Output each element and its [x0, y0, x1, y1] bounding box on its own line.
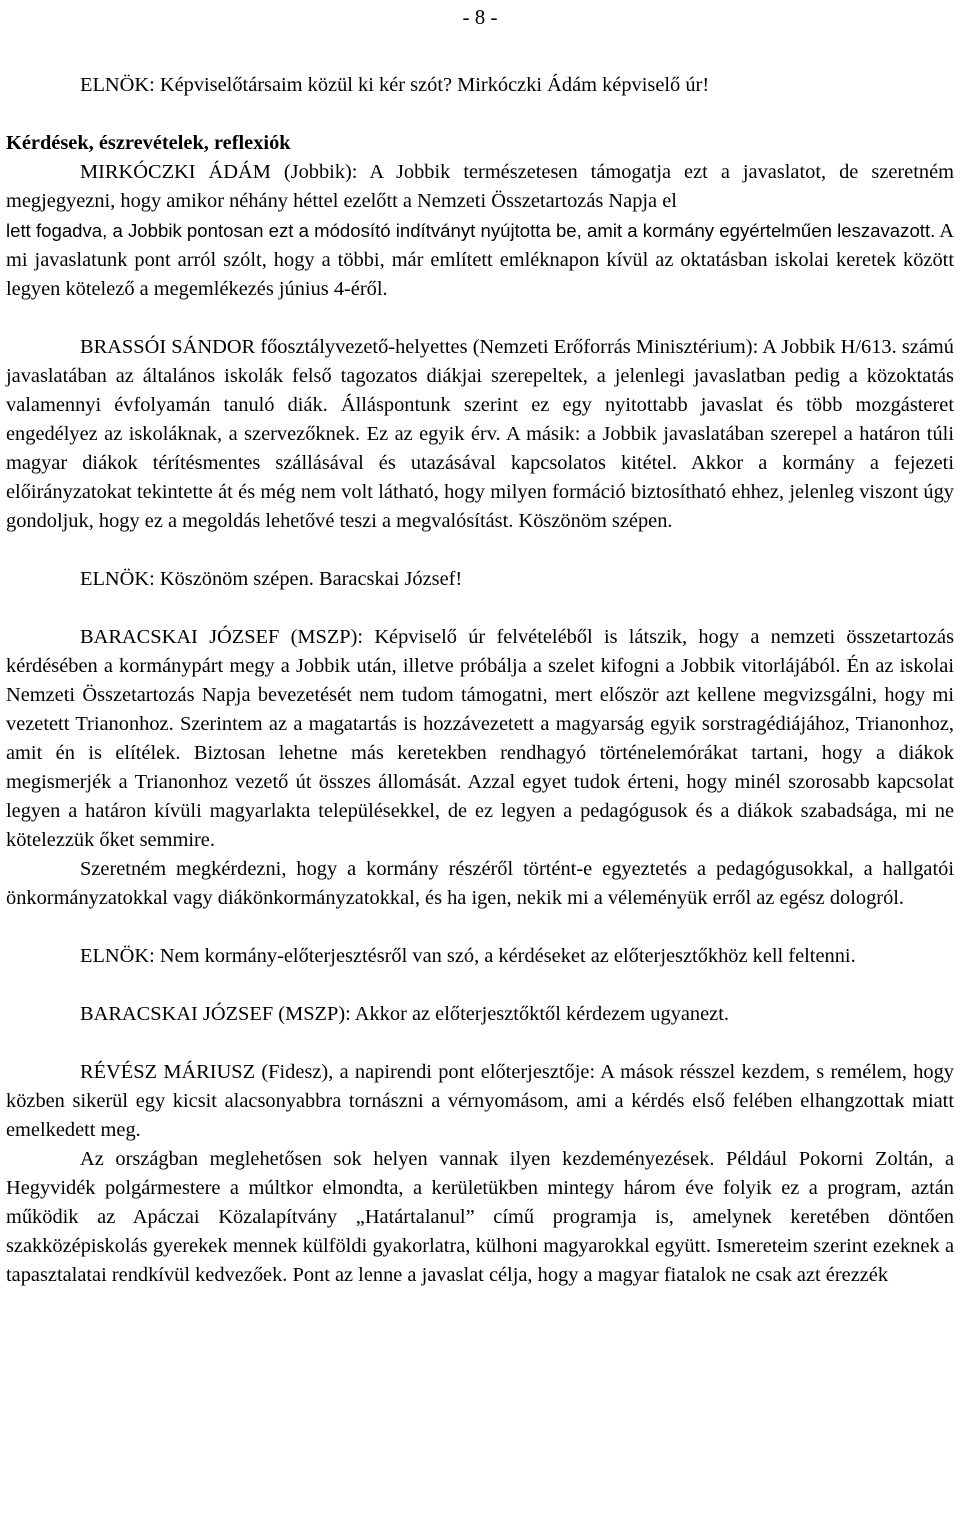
paragraph-sans-run: lett fogadva, a Jobbik pontosan ezt a módosító indítványt nyújtotta be, amit a kormány egyértelműen leszavazott.	[6, 220, 936, 241]
paragraph: Az országban meglehetősen sok helyen vannak ilyen kezdeményezések. Például Pokorni Zoltán, a Hegyvidék polgármestere a múltkor elmondta, a kerületükben mintegy három éve folyik ez a program, aztán működik az Apáczai Közalapítvány „Határtalanul” című programja is, amelynek keretében döntően szakközépiskolás gyerekek mennek külföldi gyakorlatra, külhoni magyarokkal együtt. Ismereteim szerint ezeknek a tapasztalatai rendkívül kedvezőek. Pont az lenne a javaslat célja, hogy a magyar fiatalok ne csak azt érezzék	[6, 1148, 954, 1286]
paragraph: RÉVÉSZ MÁRIUSZ (Fidesz), a napirendi pont előterjesztője: A mások résszel kezdem, s remélem, hogy közben sikerül egy kicsit alacsonyabbra tornászni a vérnyomásom, ami a kérdés első felében elhangzottak miatt emelkedett meg.	[6, 1061, 954, 1141]
paragraph: BRASSÓI SÁNDOR főosztályvezető-helyettes (Nemzeti Erőforrás Minisztérium): A Jobbik H/613. számú javaslatában az általános iskolák felső tagozatos diákjai szerepeltek, a jelenlegi javaslatban pedig a közoktatás valamennyi évfolyamán tanuló diák. Álláspontunk szerint ez egy nyitottabb javaslat és több mozgásteret engedélyez az iskoláknak, a szervezőknek. Ez az egyik érv. A másik: a Jobbik javaslatában szerepel a határon túli magyar diákok térítésmentes szállásával és utazásával kapcsolatos kitétel. Akkor a kormány a fejezeti előirányzatokat tekintette át és még nem volt látható, hogy milyen formáció biztosítható ehhez, jelenleg viszont úgy gondoljuk, hogy ez a megoldás lehetővé teszi a megvalósítást. Köszönöm szépen.	[6, 336, 954, 532]
paragraph: BARACSKAI JÓZSEF (MSZP): Képviselő úr felvételéből is látszik, hogy a nemzeti összetartozás kérdésében a kormánypárt megy a Jobbik után, illetve próbálja a szelet kifogni a Jobbik vitorlájából. Én az iskolai Nemzeti Összetartozás Napja bevezetését nem tudom támogatni, mert először azt kellene megvizsgálni, hogy mi vezetett Trianonhoz. Szerintem az a magatartás is hozzávezetett a magyarság egyik sorstragédiájához, Trianonhoz, amit én is elítélek. Biztosan lehetne más keretekben rendhagyó történelemórákat tartani, hogy a diákok megismerjék a Trianonhoz vezető út összes állomását. Azzal egyet tudok érteni, hogy minél szorosabb kapcsolat legyen a határon kívüli magyarlakta településekkel, de ez legyen a pedagógusok és a diákok szabadsága, mi ne kötelezzük őket semmire.	[6, 626, 954, 851]
page-number: - 8 -	[462, 5, 498, 29]
paragraph: BARACSKAI JÓZSEF (MSZP): Akkor az előterjesztőktől kérdezem ugyanezt.	[80, 1003, 729, 1025]
section-heading: Kérdések, észrevételek, reflexiók	[6, 132, 291, 154]
paragraph-continuation	[6, 216, 954, 304]
paragraph: ELNÖK: Képviselőtársaim közül ki kér szót? Mirkóczki Ádám képviselő úr!	[80, 74, 710, 96]
paragraph: Szeretném megkérdezni, hogy a kormány részéről történt-e egyeztetés a pedagógusokkal, a hallgatói önkormányzatokkal vagy diákönkormányzatokkal, és ha igen, nekik mi a véleményük erről az egész dologról.	[6, 858, 954, 909]
paragraph: ELNÖK: Köszönöm szépen. Baracskai József!	[80, 568, 463, 590]
paragraph: ELNÖK: Nem kormány-előterjesztésről van szó, a kérdéseket az előterjesztőkhöz kell feltenni.	[80, 945, 856, 967]
document-body	[6, 71, 954, 1290]
paragraph-serif-run: A mi javaslatunk pont arról szólt, hogy a többi, már említett emléknapon kívül az oktatásban iskolai keretek között legyen kötelező a megemlékezés június 4-éről.	[6, 220, 955, 300]
paragraph: MIRKÓCZKI ÁDÁM (Jobbik): A Jobbik természetesen támogatja ezt a javaslatot, de szeretném megjegyezni, hogy amikor néhány héttel ezelőtt a Nemzeti Összetartozás Napja el	[6, 161, 954, 212]
